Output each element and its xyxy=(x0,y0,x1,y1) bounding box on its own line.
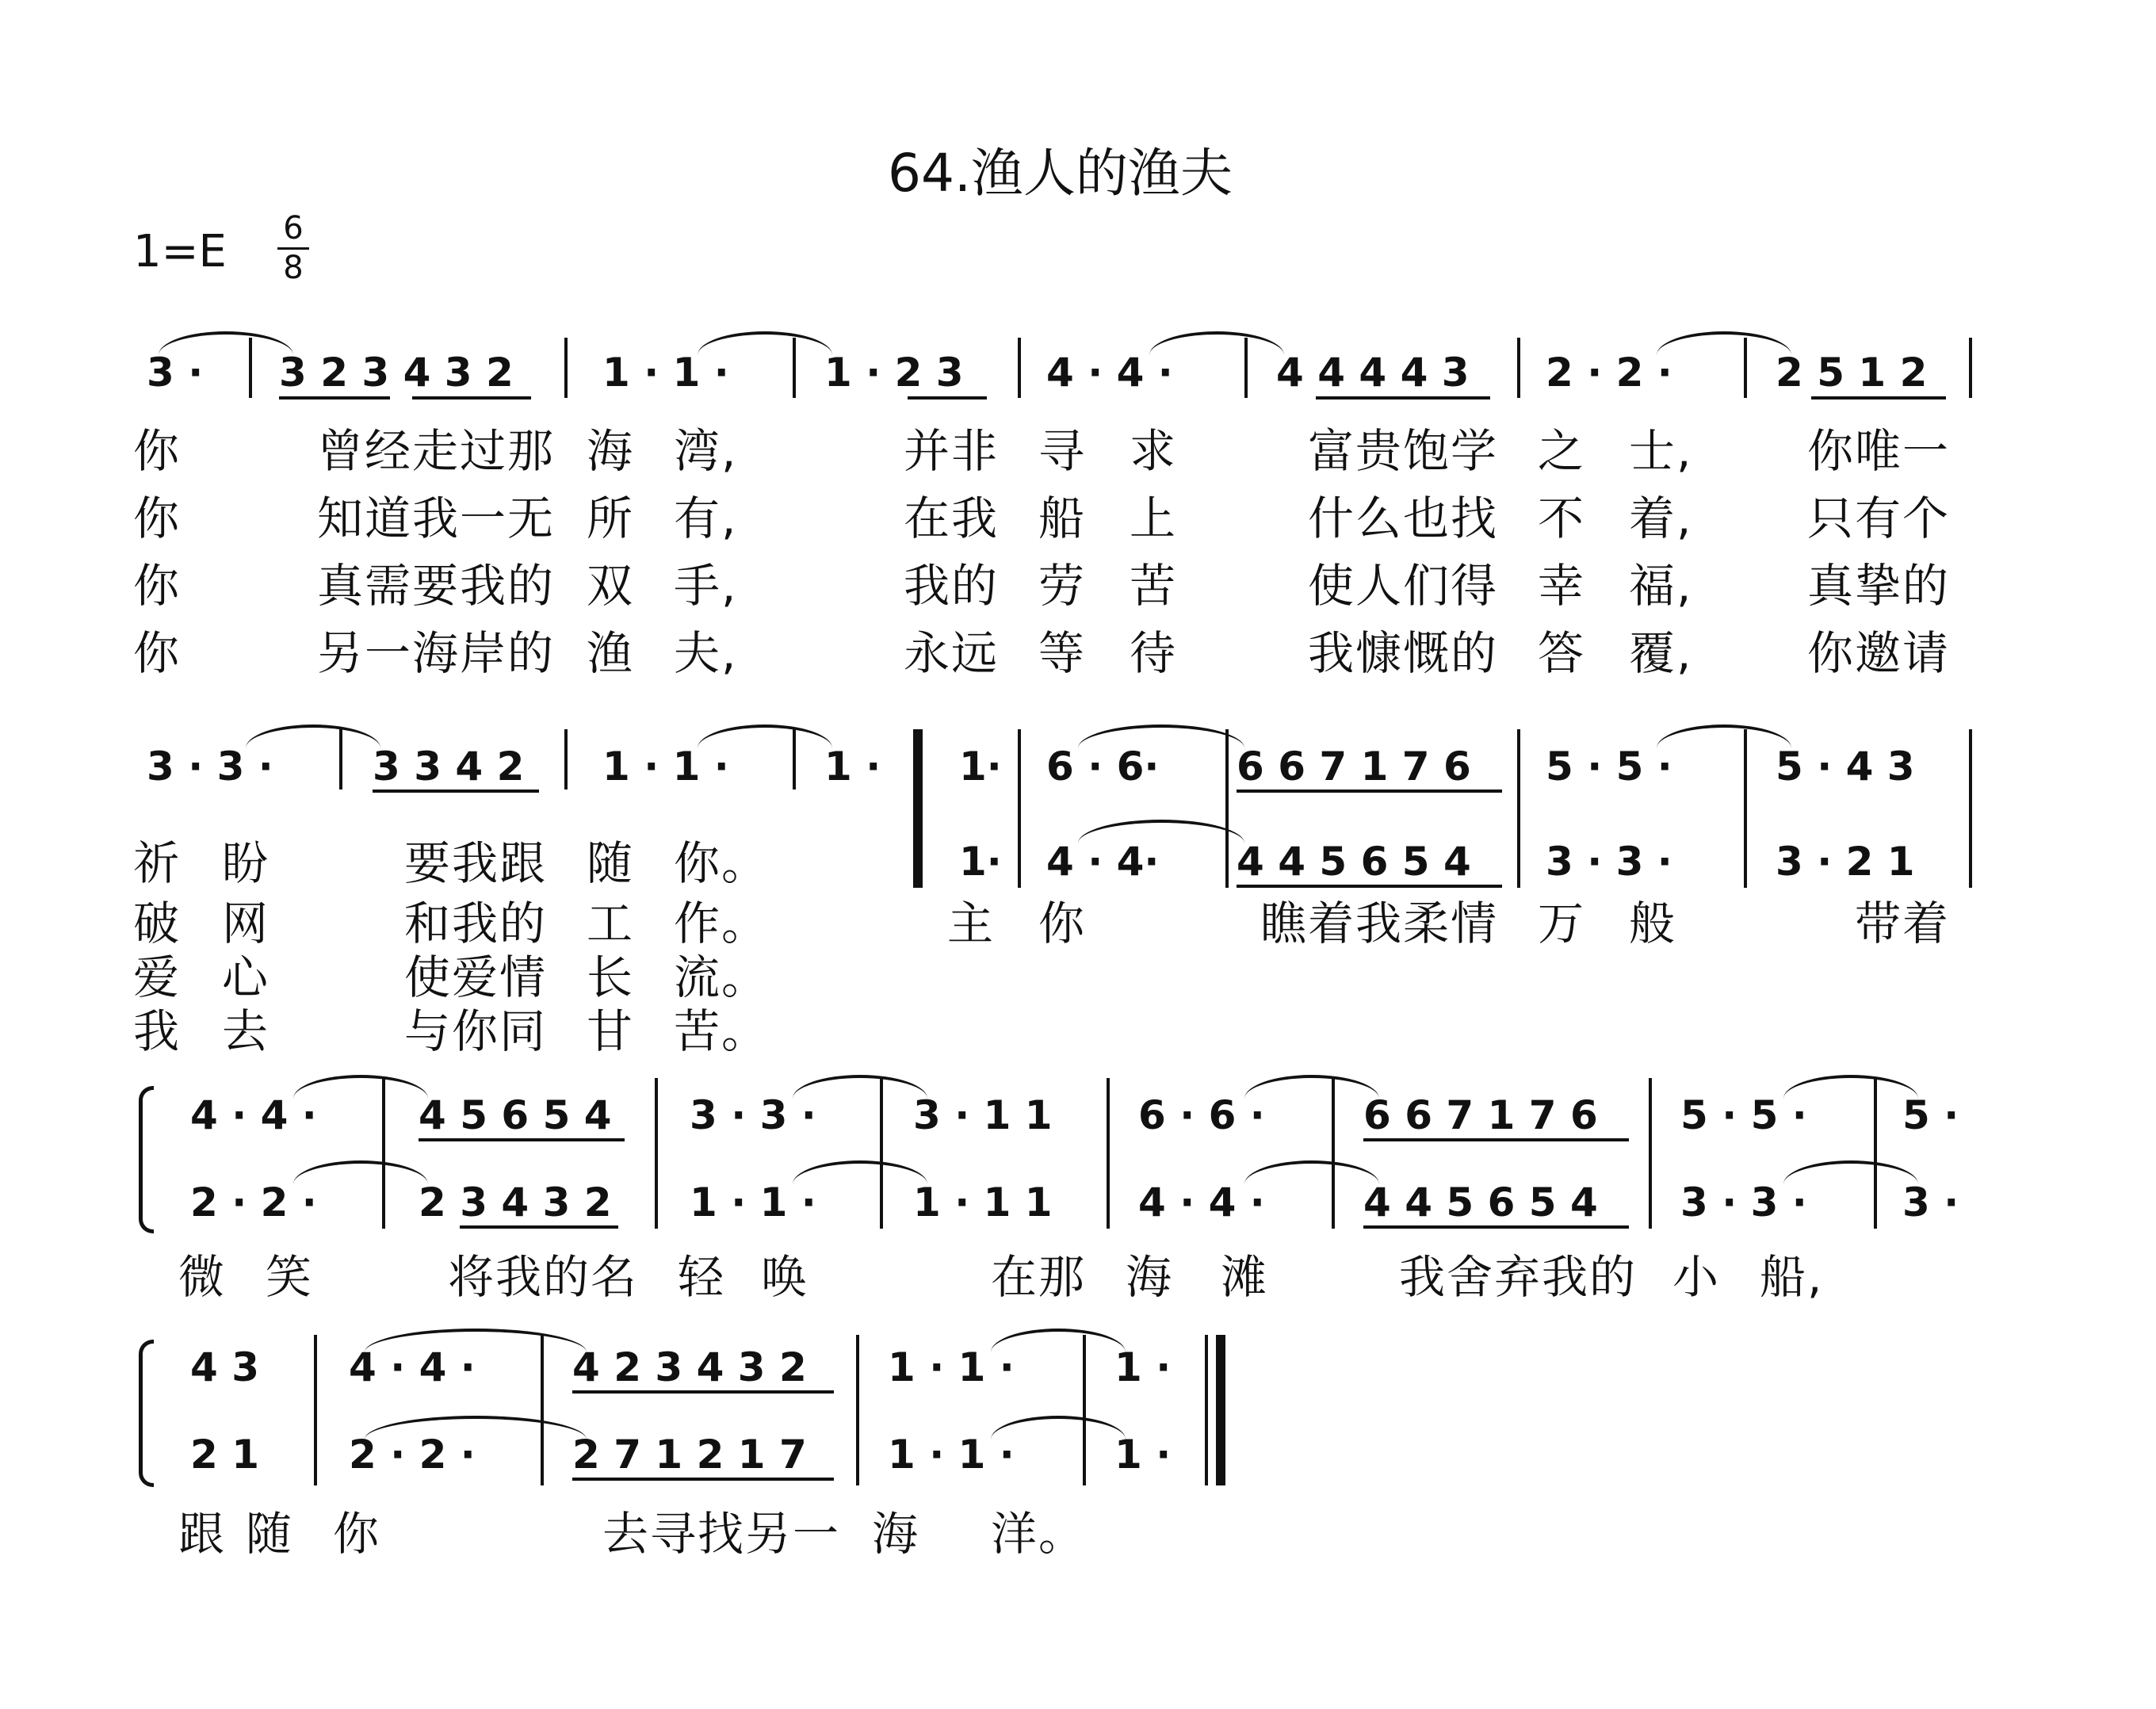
beam xyxy=(373,790,539,793)
measure-notes: 2 · 2 · xyxy=(349,1432,476,1478)
measure-notes: 4 3 xyxy=(190,1344,259,1390)
lyric: 小 xyxy=(1672,1250,1721,1304)
tie xyxy=(1657,725,1791,748)
barline xyxy=(564,338,568,398)
measure-notes: 3 · 1 1 xyxy=(913,1092,1053,1138)
lyric: 随 xyxy=(246,1507,294,1561)
lyric: 去寻找另一 xyxy=(602,1507,841,1561)
beam xyxy=(1363,1138,1629,1141)
measure-notes: 5 · 5 · xyxy=(1680,1092,1807,1138)
lyric: 你邀请 xyxy=(1807,626,1951,680)
beam xyxy=(1237,790,1502,793)
lyric: 曾经走过那 xyxy=(317,424,556,478)
brace xyxy=(139,1340,154,1487)
lyric: 与你同 xyxy=(404,1004,548,1058)
barline xyxy=(564,729,568,790)
lyric: 爱 xyxy=(133,950,182,1004)
lyric: 着, xyxy=(1629,491,1693,545)
lyric: 甘 xyxy=(587,1004,635,1058)
barline xyxy=(1018,338,1021,398)
lyric: 工 xyxy=(587,897,635,950)
lyric: 幸 xyxy=(1538,559,1586,613)
beam xyxy=(572,1478,834,1481)
measure-notes: 1 · 1 · xyxy=(690,1179,816,1225)
brace xyxy=(139,1086,154,1233)
measure-notes: 2 7 1 2 1 7 xyxy=(572,1432,807,1478)
lyric: 你 xyxy=(333,1507,381,1561)
lyric: 盼 xyxy=(222,836,270,890)
measure-notes: 3 · 3 · xyxy=(1680,1179,1807,1225)
barline xyxy=(1018,729,1021,888)
barline xyxy=(880,1078,883,1229)
beam xyxy=(1363,1225,1629,1229)
lyric: 待 xyxy=(1130,626,1178,680)
lyric: 我慷慨的 xyxy=(1308,626,1499,680)
measure-notes: 5 · xyxy=(1902,1092,1959,1138)
lyric: 海 xyxy=(1126,1250,1174,1304)
measure-notes: 2 · 2 · xyxy=(190,1179,317,1225)
measure-notes: 4 · 4 · xyxy=(1046,350,1173,396)
lyric: 去 xyxy=(222,1004,270,1058)
lyric: 上 xyxy=(1130,491,1178,545)
lyric: 士, xyxy=(1629,424,1693,478)
measure-notes: 3 · xyxy=(147,350,204,396)
measure-notes: 6 · 6· xyxy=(1046,744,1160,790)
measure-notes: 4 · 4· xyxy=(1046,839,1160,885)
lyric: 永远 xyxy=(904,626,1000,680)
beam xyxy=(572,1390,834,1394)
lyric: 随 xyxy=(587,836,635,890)
lyric: 所 xyxy=(587,491,635,545)
lyric: 双 xyxy=(587,559,635,613)
lyric: 知道我一无 xyxy=(317,491,556,545)
measure-notes: 1 · xyxy=(1114,1432,1172,1478)
beam xyxy=(908,396,987,400)
lyric: 你 xyxy=(1038,897,1087,950)
beam xyxy=(1811,396,1946,400)
measure-notes: 3 · 3 · xyxy=(690,1092,816,1138)
lyric: 滩 xyxy=(1221,1250,1269,1304)
measure-notes: 4 4 5 6 5 4 xyxy=(1237,839,1471,885)
lyric: 主 xyxy=(947,897,996,950)
barline xyxy=(1744,729,1747,888)
time-signature-top: 6 xyxy=(283,210,304,247)
lyric: 心 xyxy=(222,950,270,1004)
lyric: 祈 xyxy=(133,836,182,890)
lyric: 寻 xyxy=(1038,424,1087,478)
lyric: 苦 xyxy=(1130,559,1178,613)
barline xyxy=(1083,1335,1086,1485)
lyric: 作。 xyxy=(674,897,770,950)
lyric: 你 xyxy=(133,424,182,478)
measure-notes: 2 · 2 · xyxy=(1546,350,1672,396)
measure-notes: 6 6 7 1 7 6 xyxy=(1363,1092,1598,1138)
lyric: 微 xyxy=(178,1250,227,1304)
measure-notes: 1 · xyxy=(824,744,881,790)
lyric: 海 xyxy=(872,1507,920,1561)
lyric: 湾, xyxy=(674,424,738,478)
song-title: 64.渔人的渔夫 xyxy=(888,143,1233,204)
measure-notes: 4 4 4 4 3 xyxy=(1276,350,1470,396)
lyric: 我的 xyxy=(904,559,1000,613)
lyric: 等 xyxy=(1038,626,1087,680)
lyric: 你唯一 xyxy=(1807,424,1951,478)
barline xyxy=(1649,1078,1652,1229)
beam xyxy=(1316,396,1490,400)
lyric: 夫, xyxy=(674,626,738,680)
barline xyxy=(856,1335,859,1485)
lyric: 什么也找 xyxy=(1308,491,1499,545)
lyric: 在那 xyxy=(991,1250,1087,1304)
measure-notes: 1 · 1 1 xyxy=(913,1179,1053,1225)
lyric: 瞧着我柔情 xyxy=(1260,897,1499,950)
brace-bar xyxy=(913,729,923,888)
lyric: 长 xyxy=(587,950,635,1004)
lyric: 使爱情 xyxy=(404,950,548,1004)
measure-notes: 4 · 4 · xyxy=(190,1092,317,1138)
lyric: 洋。 xyxy=(991,1507,1087,1561)
lyric: 富贵饱学 xyxy=(1308,424,1499,478)
barline xyxy=(314,1335,317,1485)
measure-notes: 3 · 3 · xyxy=(147,744,273,790)
measure-notes: 5 · 4 3 xyxy=(1776,744,1915,790)
lyric: 真挚的 xyxy=(1807,559,1951,613)
lyric: 求 xyxy=(1130,424,1178,478)
lyric: 使人们得 xyxy=(1308,559,1499,613)
beam xyxy=(419,1138,625,1141)
measure-notes: 6 · 6 · xyxy=(1138,1092,1265,1138)
measure-notes: 5 · 5 · xyxy=(1546,744,1672,790)
measure-notes: 1 · 2 3 xyxy=(824,350,964,396)
lyric: 福, xyxy=(1629,559,1693,613)
lyric: 真需要我的 xyxy=(317,559,556,613)
lyric: 之 xyxy=(1538,424,1586,478)
tie xyxy=(1657,331,1791,355)
lyric: 轻 xyxy=(678,1250,726,1304)
lyric: 将我的名 xyxy=(448,1250,639,1304)
lyric: 船, xyxy=(1760,1250,1824,1304)
measure-notes: 2 5 1 2 xyxy=(1776,350,1928,396)
measure-notes: 3 2 3 4 3 2 xyxy=(279,350,514,396)
key-signature: 1=E xyxy=(133,226,227,277)
measure-notes: 1 · 1 · xyxy=(602,350,729,396)
beam xyxy=(1237,885,1502,888)
beam xyxy=(279,396,390,400)
measure-notes: 4 4 5 6 5 4 xyxy=(1363,1179,1598,1225)
lyric: 答 xyxy=(1538,626,1586,680)
barline xyxy=(1517,729,1520,888)
lyric: 笑 xyxy=(266,1250,314,1304)
lyric: 流。 xyxy=(674,950,770,1004)
measure-notes: 1· xyxy=(959,744,1002,790)
measure-notes: 1· xyxy=(959,839,1002,885)
measure-notes: 4 5 6 5 4 xyxy=(419,1092,612,1138)
measure-notes: 3 · xyxy=(1902,1179,1959,1225)
final-barline-thin xyxy=(1205,1335,1208,1485)
lyric: 苦。 xyxy=(674,1004,770,1058)
lyric: 万 xyxy=(1538,897,1586,950)
lyric: 另一海岸的 xyxy=(317,626,556,680)
measure-notes: 3 · 3 · xyxy=(1546,839,1672,885)
final-barline-thick xyxy=(1216,1335,1225,1485)
measure-notes: 3 3 4 2 xyxy=(373,744,525,790)
lyric: 在我 xyxy=(904,491,1000,545)
lyric: 带着 xyxy=(1855,897,1951,950)
lyric: 跟 xyxy=(178,1507,227,1561)
measure-notes: 4 · 4 · xyxy=(1138,1179,1265,1225)
beam xyxy=(460,1225,618,1229)
lyric: 海 xyxy=(587,424,635,478)
measure-notes: 4 · 4 · xyxy=(349,1344,476,1390)
lyric: 船 xyxy=(1038,491,1087,545)
measure-notes: 1 · 1 · xyxy=(888,1432,1015,1478)
barline xyxy=(1332,1078,1335,1229)
lyric: 劳 xyxy=(1038,559,1087,613)
barline xyxy=(1517,338,1520,398)
measure-notes: 4 2 3 4 3 2 xyxy=(572,1344,807,1390)
lyric: 覆, xyxy=(1629,626,1693,680)
lyric: 唤 xyxy=(761,1250,809,1304)
measure-notes: 2 1 xyxy=(190,1432,259,1478)
measure-notes: 6 6 7 1 7 6 xyxy=(1237,744,1471,790)
lyric: 你 xyxy=(133,491,182,545)
measure-notes: 1 · 1 · xyxy=(602,744,729,790)
lyric: 并非 xyxy=(904,424,1000,478)
lyric: 和我的 xyxy=(404,897,548,950)
barline xyxy=(382,1078,385,1229)
lyric: 你 xyxy=(133,626,182,680)
barline xyxy=(1969,338,1972,398)
lyric: 你。 xyxy=(674,836,770,890)
beam xyxy=(412,396,531,400)
lyric: 渔 xyxy=(587,626,635,680)
barline xyxy=(1969,729,1972,888)
lyric: 你 xyxy=(133,559,182,613)
lyric: 我 xyxy=(133,1004,182,1058)
lyric: 破 xyxy=(133,897,182,950)
time-signature-bottom: 8 xyxy=(283,250,304,286)
lyric: 般 xyxy=(1629,897,1677,950)
measure-notes: 2 3 4 3 2 xyxy=(419,1179,612,1225)
lyric: 要我跟 xyxy=(404,836,548,890)
lyric: 不 xyxy=(1538,491,1586,545)
measure-notes: 1 · 1 · xyxy=(888,1344,1015,1390)
lyric: 只有个 xyxy=(1807,491,1951,545)
barline xyxy=(541,1335,544,1485)
barline xyxy=(655,1078,658,1229)
lyric: 网 xyxy=(222,897,270,950)
measure-notes: 1 · xyxy=(1114,1344,1172,1390)
lyric: 有, xyxy=(674,491,738,545)
lyric: 手, xyxy=(674,559,738,613)
barline xyxy=(1107,1078,1110,1229)
barline xyxy=(1225,729,1229,888)
measure-notes: 3 · 2 1 xyxy=(1776,839,1915,885)
lyric: 我舍弃我的 xyxy=(1399,1250,1638,1304)
barline xyxy=(1874,1078,1877,1229)
